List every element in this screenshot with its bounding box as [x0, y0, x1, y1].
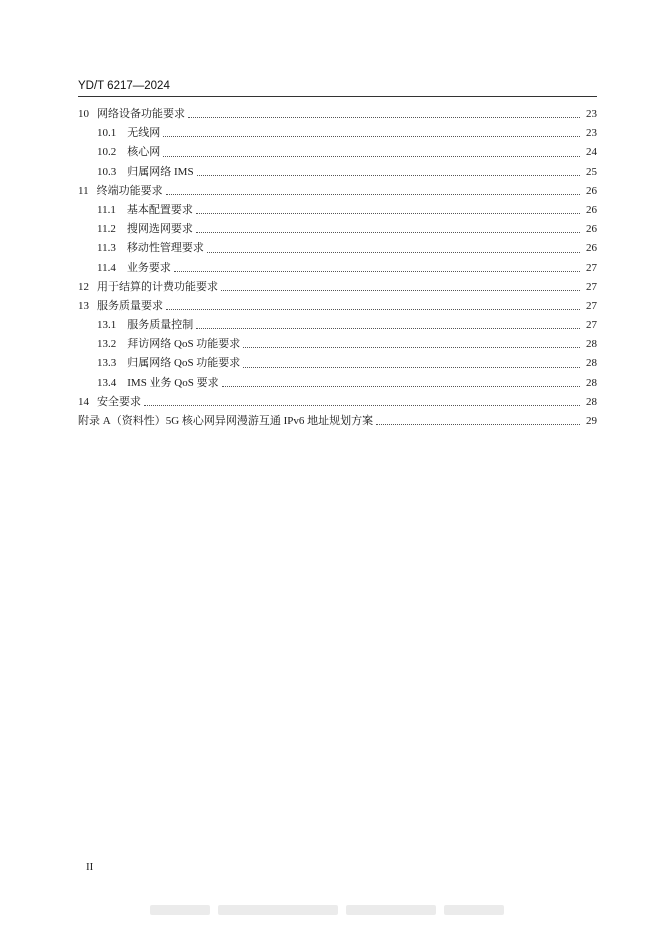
toc-title: 移动性管理要求	[126, 242, 204, 255]
toc-page: 23	[586, 127, 597, 140]
toc-number: 11	[78, 184, 89, 197]
toc-number: 11.4	[97, 261, 116, 274]
toc-title: 业务要求	[126, 261, 171, 274]
toc-number: 10	[78, 108, 89, 120]
toc-entry[interactable]	[78, 217, 597, 236]
toc-title: IMS 业务 QoS 要求	[127, 376, 219, 389]
toc-page: 28	[586, 338, 597, 351]
header-rule	[78, 96, 597, 97]
toc-title: 网络设备功能要求	[97, 108, 185, 120]
toc-entry[interactable]	[78, 390, 597, 409]
toc-leader	[196, 213, 580, 214]
faint-watermark	[150, 905, 510, 919]
toc-leader	[188, 117, 580, 118]
toc-page: 25	[586, 165, 597, 178]
toc-number: 14	[78, 395, 89, 408]
toc-leader	[207, 252, 580, 253]
toc-number: 13	[78, 299, 89, 312]
watermark-block	[150, 905, 210, 915]
toc-leader	[163, 136, 580, 137]
toc-leader	[222, 386, 580, 387]
toc-page: 27	[586, 319, 597, 332]
toc-leader	[243, 367, 580, 368]
toc-page: 28	[586, 376, 597, 389]
toc-entry[interactable]	[78, 121, 597, 140]
toc-page: 27	[586, 299, 597, 312]
toc-page: 24	[586, 146, 597, 159]
toc-entry[interactable]	[78, 332, 597, 351]
toc-entry[interactable]	[78, 313, 597, 332]
toc-page: 27	[586, 280, 597, 293]
toc-title: 核心网	[127, 146, 161, 159]
toc-entry[interactable]	[78, 351, 597, 370]
document-code: YD/T 6217—2024	[78, 80, 170, 92]
toc-page: 28	[586, 357, 597, 370]
toc-page: 26	[586, 203, 597, 216]
toc-entry[interactable]	[78, 294, 597, 313]
toc-leader	[197, 175, 580, 176]
toc-page: 27	[586, 261, 597, 274]
toc-page: 29	[586, 415, 597, 427]
toc-number: 13.3	[97, 357, 117, 370]
toc-number: 11.1	[97, 203, 116, 216]
toc-page: 26	[586, 184, 597, 197]
toc-title: 安全要求	[97, 395, 141, 408]
toc-page: 28	[586, 395, 597, 408]
toc-leader	[196, 328, 580, 329]
toc-entry[interactable]	[78, 275, 597, 294]
toc-number: 13.4	[97, 376, 117, 389]
watermark-block	[218, 905, 338, 915]
toc-title: 无线网	[127, 127, 161, 140]
toc-number: 13.2	[97, 338, 117, 351]
toc-title: 服务质量控制	[127, 319, 194, 332]
toc-entry[interactable]	[78, 140, 597, 159]
toc-page: 26	[586, 242, 597, 255]
toc-entry[interactable]	[78, 160, 597, 179]
toc-title: 拜访网络 QoS 功能要求	[127, 338, 241, 351]
toc-title: 归属网络 QoS 功能要求	[127, 357, 241, 370]
toc-leader	[196, 232, 580, 233]
toc-number: 13.1	[97, 319, 117, 332]
toc-number: 10.1	[97, 127, 117, 140]
toc-leader	[221, 290, 580, 291]
toc-title: 终端功能要求	[96, 184, 163, 197]
toc-leader	[166, 194, 580, 195]
toc-entry-appendix[interactable]	[78, 409, 597, 428]
toc-number: 10.3	[97, 165, 117, 178]
toc-entry[interactable]	[78, 371, 597, 390]
toc-entry[interactable]	[78, 236, 597, 255]
toc-title: 附录 A（资料性）5G 核心网异网漫游互通 IPv6 地址规划方案	[78, 415, 374, 427]
toc-entry[interactable]	[78, 256, 597, 275]
toc-number: 11.2	[97, 223, 116, 236]
toc-title: 搜网选网要求	[126, 223, 193, 236]
toc-title: 用于结算的计费功能要求	[97, 280, 218, 293]
page-number: II	[86, 861, 94, 873]
toc-title: 归属网络 IMS	[127, 165, 194, 178]
toc-number: 12	[78, 280, 89, 293]
toc-page: 23	[586, 108, 597, 120]
toc-leader	[243, 347, 580, 348]
toc-entry[interactable]	[78, 179, 597, 198]
toc-entry[interactable]	[78, 102, 597, 121]
table-of-contents	[78, 102, 597, 428]
toc-leader	[144, 405, 580, 406]
toc-leader	[166, 309, 580, 310]
watermark-block	[444, 905, 504, 915]
toc-leader	[174, 271, 580, 272]
toc-number: 11.3	[97, 242, 116, 255]
toc-page: 26	[586, 223, 597, 236]
toc-title: 基本配置要求	[126, 203, 193, 216]
watermark-block	[346, 905, 436, 915]
toc-entry[interactable]	[78, 198, 597, 217]
toc-number: 10.2	[97, 146, 117, 159]
toc-title: 服务质量要求	[97, 299, 163, 312]
toc-leader	[163, 156, 580, 157]
toc-leader	[376, 424, 580, 425]
